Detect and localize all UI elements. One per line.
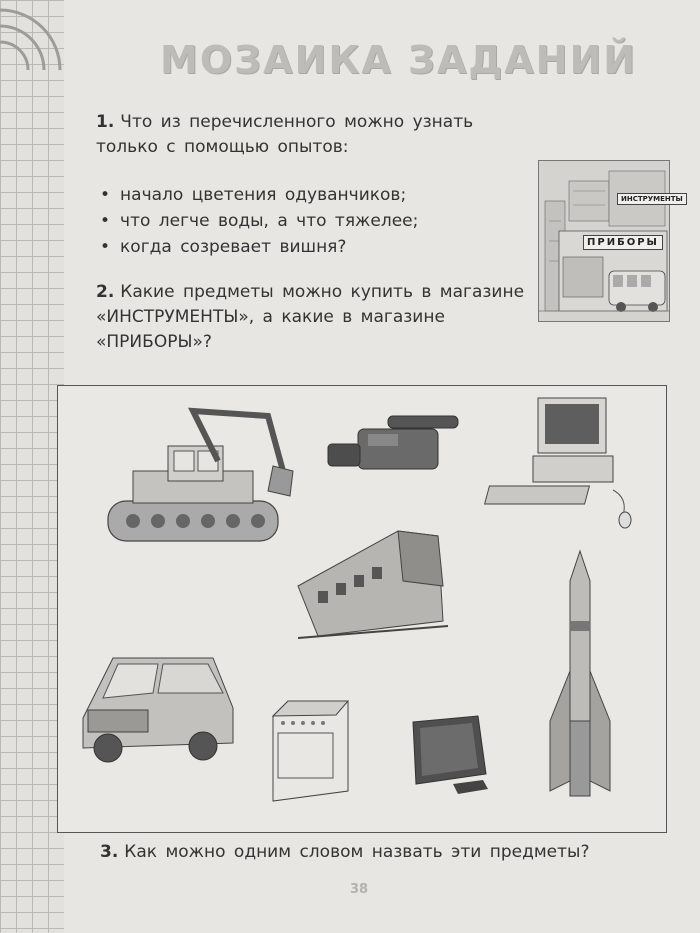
car-picture <box>73 648 238 768</box>
option-item: • когда созревает вишня? <box>100 234 418 260</box>
question-3-text: Как можно одним словом назвать эти предметы? <box>124 842 590 862</box>
question-2-number: 2. <box>96 282 115 302</box>
television-picture <box>408 714 493 799</box>
shop-sign-pribory: ПРИБОРЫ <box>583 235 663 250</box>
option-item: • что легче воды, а что тяжелее; <box>100 208 418 234</box>
train-picture <box>298 526 448 646</box>
page-number: 38 <box>350 882 369 897</box>
question-2-text: Какие предметы можно купить в магазине «ИНСТРУМЕНТЫ», а какие в магазине «ПРИБОРЫ»? <box>96 282 525 352</box>
computer-picture <box>503 398 643 528</box>
question-3 <box>100 840 660 865</box>
shop-sign-instruments: ИНСТРУМЕНТЫ <box>617 193 687 205</box>
page-title: МОЗАИКА ЗАДАНИЙ <box>160 38 638 82</box>
question-2 <box>96 280 536 355</box>
excavator-picture <box>78 401 298 566</box>
option-item: • начало цветения одуванчиков; <box>100 182 418 208</box>
rocket-picture <box>545 551 615 801</box>
question-1-text: Что из перечисленного можно узнать только с помощью опытов: <box>96 112 474 157</box>
video-camera-picture <box>328 404 468 479</box>
question-1-options <box>100 182 418 260</box>
question-1-number: 1. <box>96 112 115 132</box>
pictures-frame <box>57 385 667 833</box>
shop-illustration <box>538 160 683 322</box>
question-3-number: 3. <box>100 842 119 862</box>
grid-margin <box>0 0 64 933</box>
corner-arcs-decoration <box>0 0 70 80</box>
question-1 <box>96 110 536 160</box>
stove-picture <box>268 701 353 806</box>
